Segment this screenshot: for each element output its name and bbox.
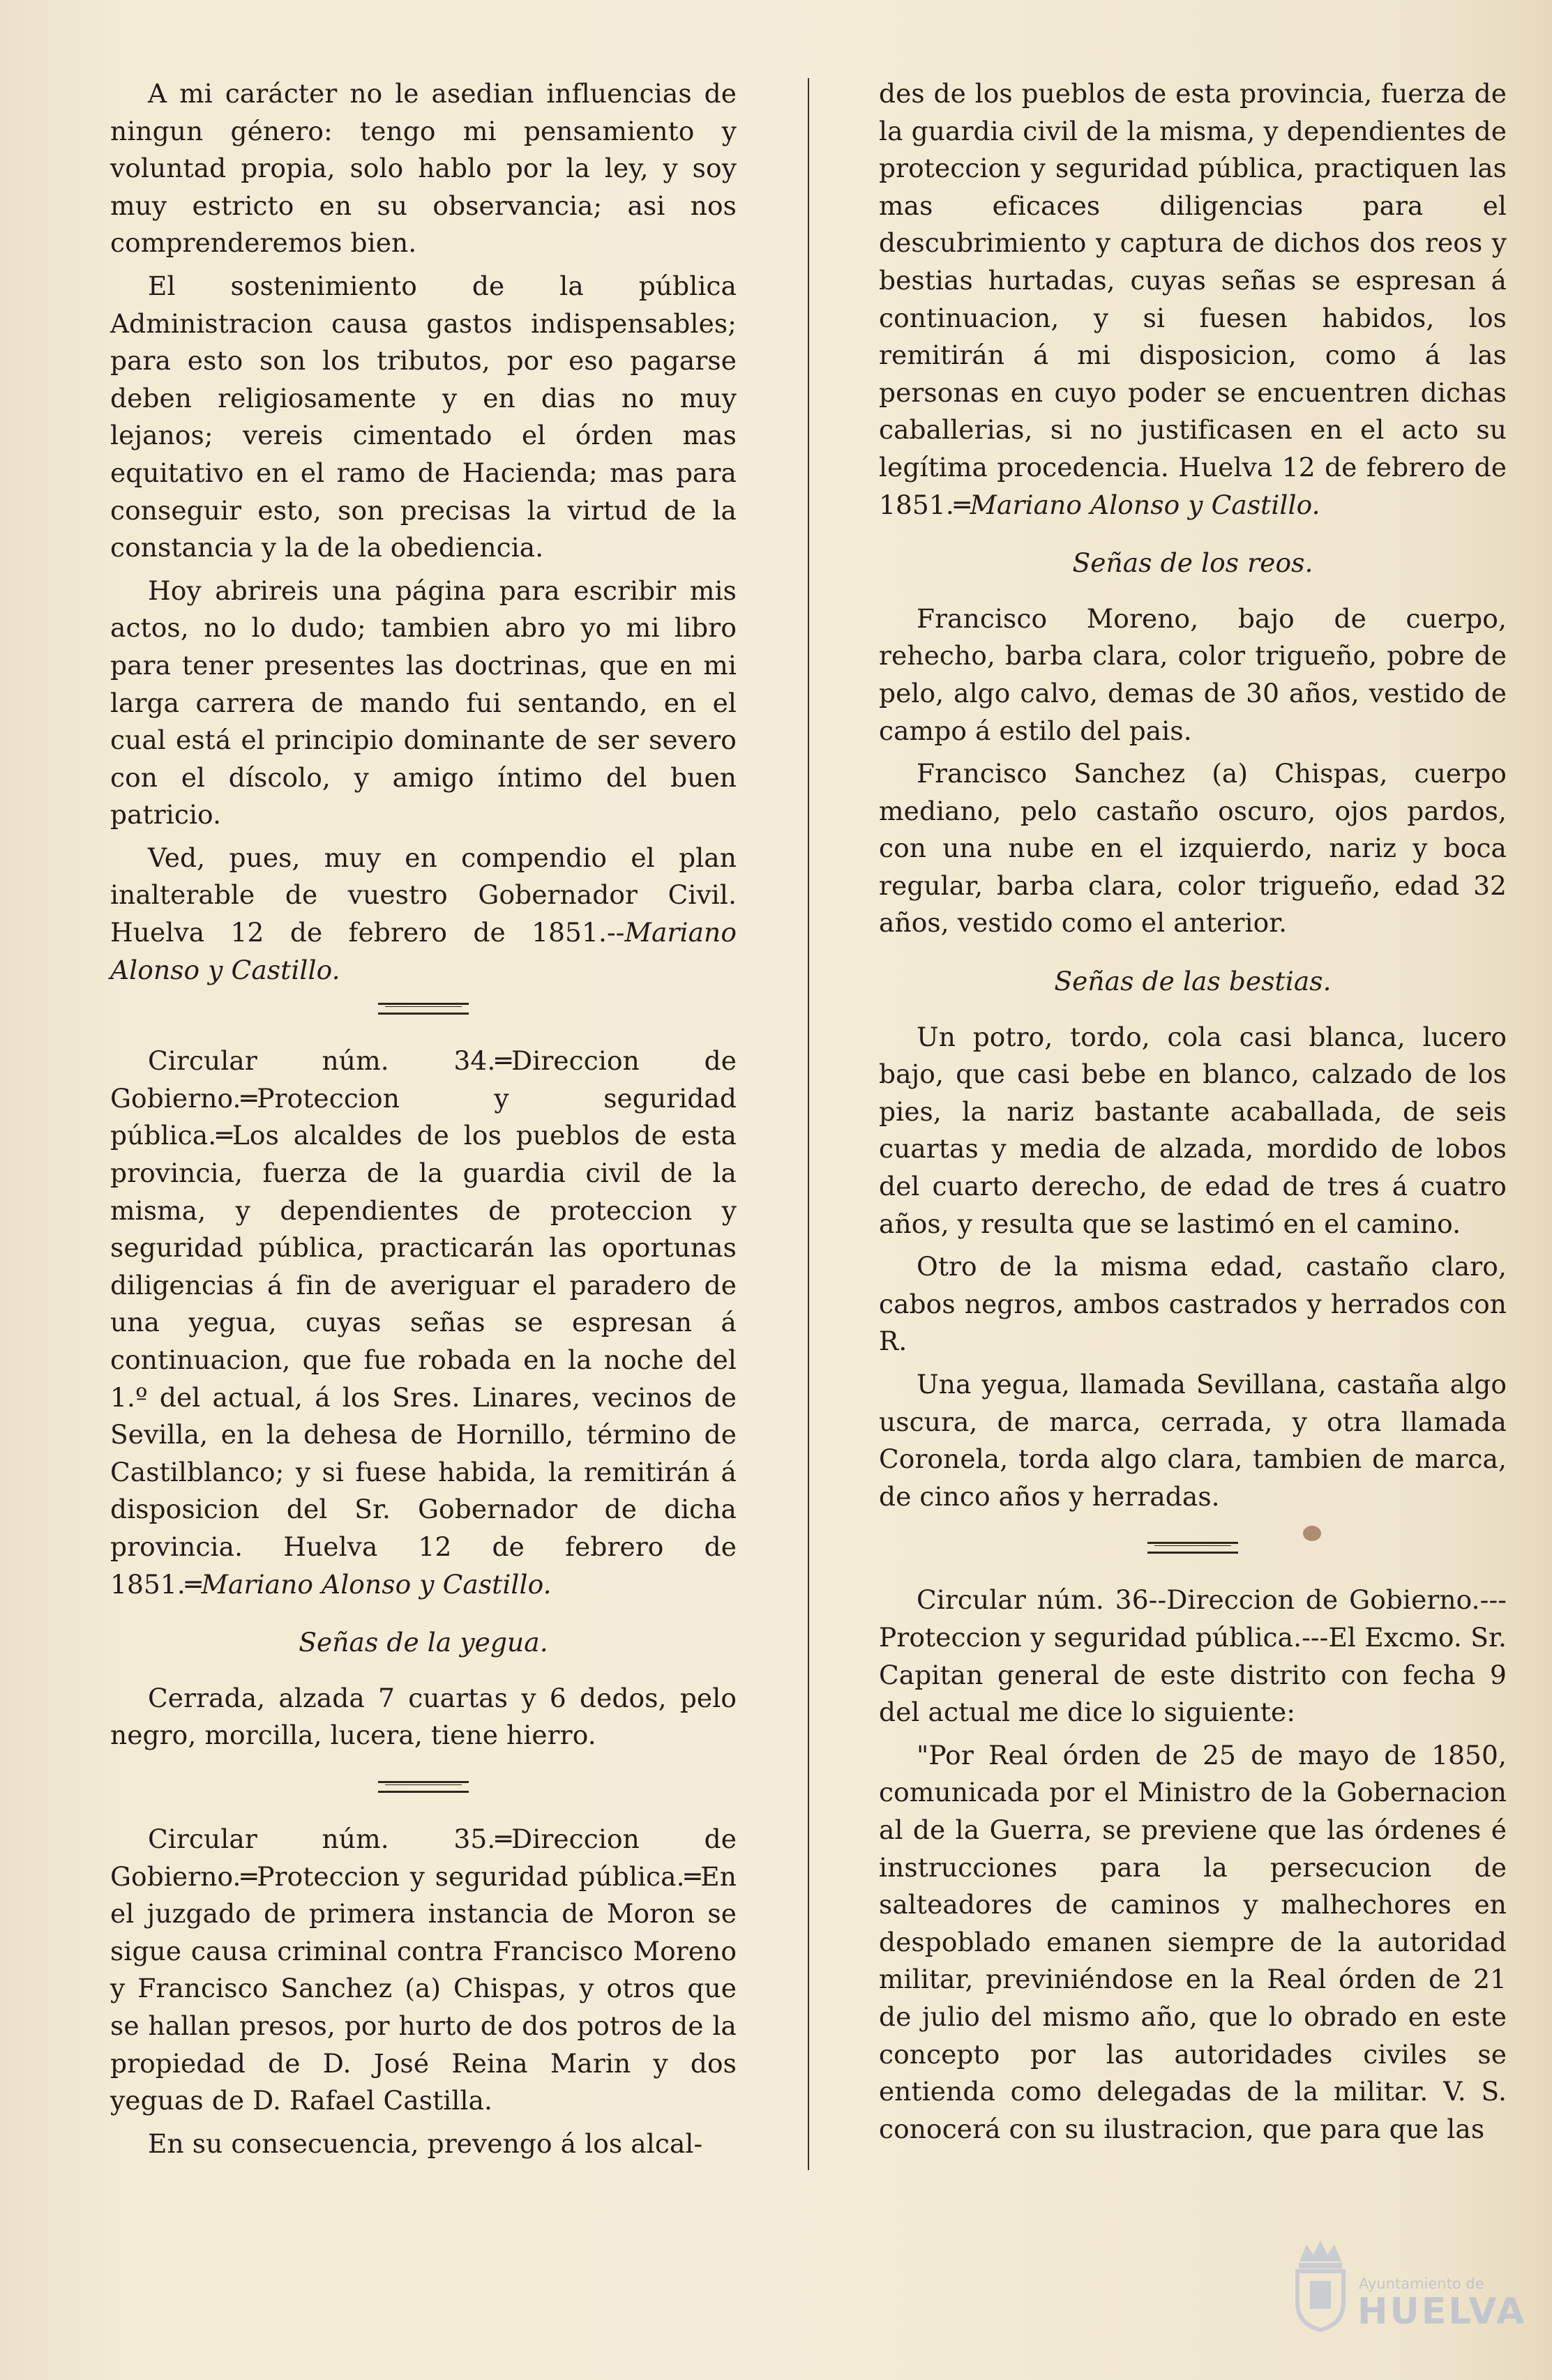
paragraph-administration: El sostenimiento de la pública Administracion causa gastos indispensables; para esto son los tributos, por eso pagarse deben religiosamente y en dias no muy lejanos; vereis cimentado el órden mas equitativo en el ramo de Hacienda; mas para conseguir esto, son precisas la virtud de la constancia y la de la obediencia. bbox=[110, 270, 737, 563]
signature: Mariano Alonso y Castillo. bbox=[110, 917, 737, 985]
reo-francisco-moreno: Francisco Moreno, bajo de cuerpo, rehecho, barba clara, color trigueño, pobre de pelo, algo calvo, demas de 30 años, vestido de campo á estilo del pais. bbox=[879, 602, 1507, 746]
reo-francisco-sanchez: Francisco Sanchez (a) Chispas, cuerpo mediano, pelo castaño oscuro, ojos pardos, con una nube en el izquierdo, nariz y boca regular, barba clara, color trigueño, edad 32 años, vestido como el anterior. bbox=[879, 758, 1507, 939]
heading-senas-reos: Señas de los reos. bbox=[1072, 547, 1313, 579]
circular-34-text: Circular núm. 34.═Direccion de Gobierno.═Proteccion y seguridad pública.═Los alcaldes de los pueblos de esta provincia, fuerza de la guardia civil de la misma, y dependientes de proteccion y seguridad pública, practicarán las oportunas diligencias á fin de averiguar el paradero de una yegua, cuyas señas se espresan á continuacion, que fue robada en la noche del 1.º del actual, á los Sres. Linares, vecinos de Sevilla, en la dehesa de Hornillo, término de Castilblanco; y si fuese habida, la remitirán á disposicion del Sr. Gobernador de dicha provincia. Huelva 12 de febrero de 1851.═ bbox=[110, 1045, 737, 1600]
heading-senas-yegua: Señas de la yegua. bbox=[299, 1627, 548, 1658]
plan-text: Ved, pues, muy en compendio el plan inalterable de vuestro Gobernador Civil. Huelva 12 de febrero de 1851.-- bbox=[110, 842, 737, 948]
separator-rule bbox=[879, 1542, 1507, 1554]
conclusion-text: des de los pueblos de esta provincia, fuerza de la guardia civil de la misma, y dependientes de proteccion y seguridad pública, practiquen las mas eficaces diligencias para el descubrimiento y captura de dichos dos reos y bestias hurtadas, cuyas señas se espresan á continuacion, y si fuesen habidos, los remitirán á mi disposicion, como á las personas en cuyo poder se encuentren dichas caballerias, si no justificasen en el acto su legítima procedencia. Huelva 12 de febrero de 1851.═ bbox=[879, 78, 1507, 520]
separator-rule bbox=[110, 1781, 737, 1793]
bestia-potro-castano: Otro de la misma edad, castaño claro, cabos negros, ambos castrados y herrados con R. bbox=[879, 1251, 1507, 1357]
ink-blot bbox=[1303, 1526, 1321, 1541]
circular-35-continued: En su consecuencia, prevengo á los alcal- bbox=[148, 2128, 703, 2159]
circular-36: Circular núm. 36--Direccion de Gobierno.---Proteccion y seguridad pública.---El Excmo. Sr. Capitan general de este distrito con fecha 9 del actual me dice lo siguiente: bbox=[879, 1584, 1507, 1728]
circular-36-quote: "Por Real órden de 25 de mayo de 1850, comunicada por el Ministro de la Gobernacion al de la Guerra, se previene que las órdenes é instrucciones para la persecucion de salteadores de caminos y malhechores en despoblado emanen siempre de la autoridad militar, previniéndose en la Real órden de 21 de julio del mismo año, que lo obrado en este concepto por las autoridades civiles se entienda como delegadas de la militar. V. S. conocerá con su ilustracion, que para que las bbox=[879, 1739, 1507, 2144]
paragraph-page: Hoy abrireis una página para escribir mis actos, no lo dudo; tambien abro yo mi libro para tener presentes las doctrinas, que en mi larga carrera de mando fui sentando, en el cual está el principio dominante de ser severo con el díscolo, y amigo íntimo del buen patricio. bbox=[110, 575, 737, 831]
bestia-potro-tordo: Un potro, tordo, cola casi blanca, lucero bajo, que casi bebe en blanco, calzado de los pies, la nariz bastante acaballada, de seis cuartas y media de alzada, mordido de lobos del cuarto derecho, de edad de tres á cuatro años, y resulta que se lastimó en el camino. bbox=[879, 1021, 1507, 1239]
senas-yegua: Cerrada, alzada 7 cuartas y 6 dedos, pelo negro, morcilla, lucera, tiene hierro. bbox=[110, 1682, 737, 1751]
signature: Mariano Alonso y Castillo. bbox=[201, 1568, 552, 1600]
circular-34 bbox=[110, 1043, 737, 1603]
watermark-small-text: Ayuntamiento de bbox=[1359, 2275, 1484, 2292]
paragraph-character: A mi carácter no le asedian influencias de ningun género: tengo mi pensamiento y voluntad propia, solo hablo por la ley, y soy muy estricto en su observancia; asi nos comprenderemos bien. bbox=[110, 78, 737, 259]
right-column bbox=[879, 75, 1507, 2153]
separator-rule bbox=[110, 1003, 737, 1015]
signature: Mariano Alonso y Castillo. bbox=[970, 489, 1320, 520]
archive-watermark bbox=[1289, 2235, 1527, 2340]
paragraph-plan bbox=[110, 840, 737, 989]
left-column bbox=[110, 75, 737, 2168]
crown-shield-icon bbox=[1289, 2235, 1352, 2333]
circular-35: Circular núm. 35.═Direccion de Gobierno.═Proteccion y seguridad pública.═En el juzgado de primera instancia de Moron se sigue causa criminal contra Francisco Moreno y Francisco Sanchez (a) Chispas, y otros que se hallan presos, por hurto de dos potros de la propiedad de D. José Reina Marin y dos yeguas de D. Rafael Castilla. bbox=[110, 1823, 737, 2116]
bestia-yeguas: Una yegua, llamada Sevillana, castaña algo uscura, de marca, cerrada, y otra llamada Coronela, torda algo clara, tambien de marca, de cinco años y herradas. bbox=[879, 1369, 1507, 1512]
heading-senas-bestias: Señas de las bestias. bbox=[1054, 966, 1332, 997]
circular-35-conclusion bbox=[879, 75, 1507, 524]
watermark-big-text: HUELVA bbox=[1357, 2291, 1527, 2333]
column-divider bbox=[808, 78, 809, 2170]
